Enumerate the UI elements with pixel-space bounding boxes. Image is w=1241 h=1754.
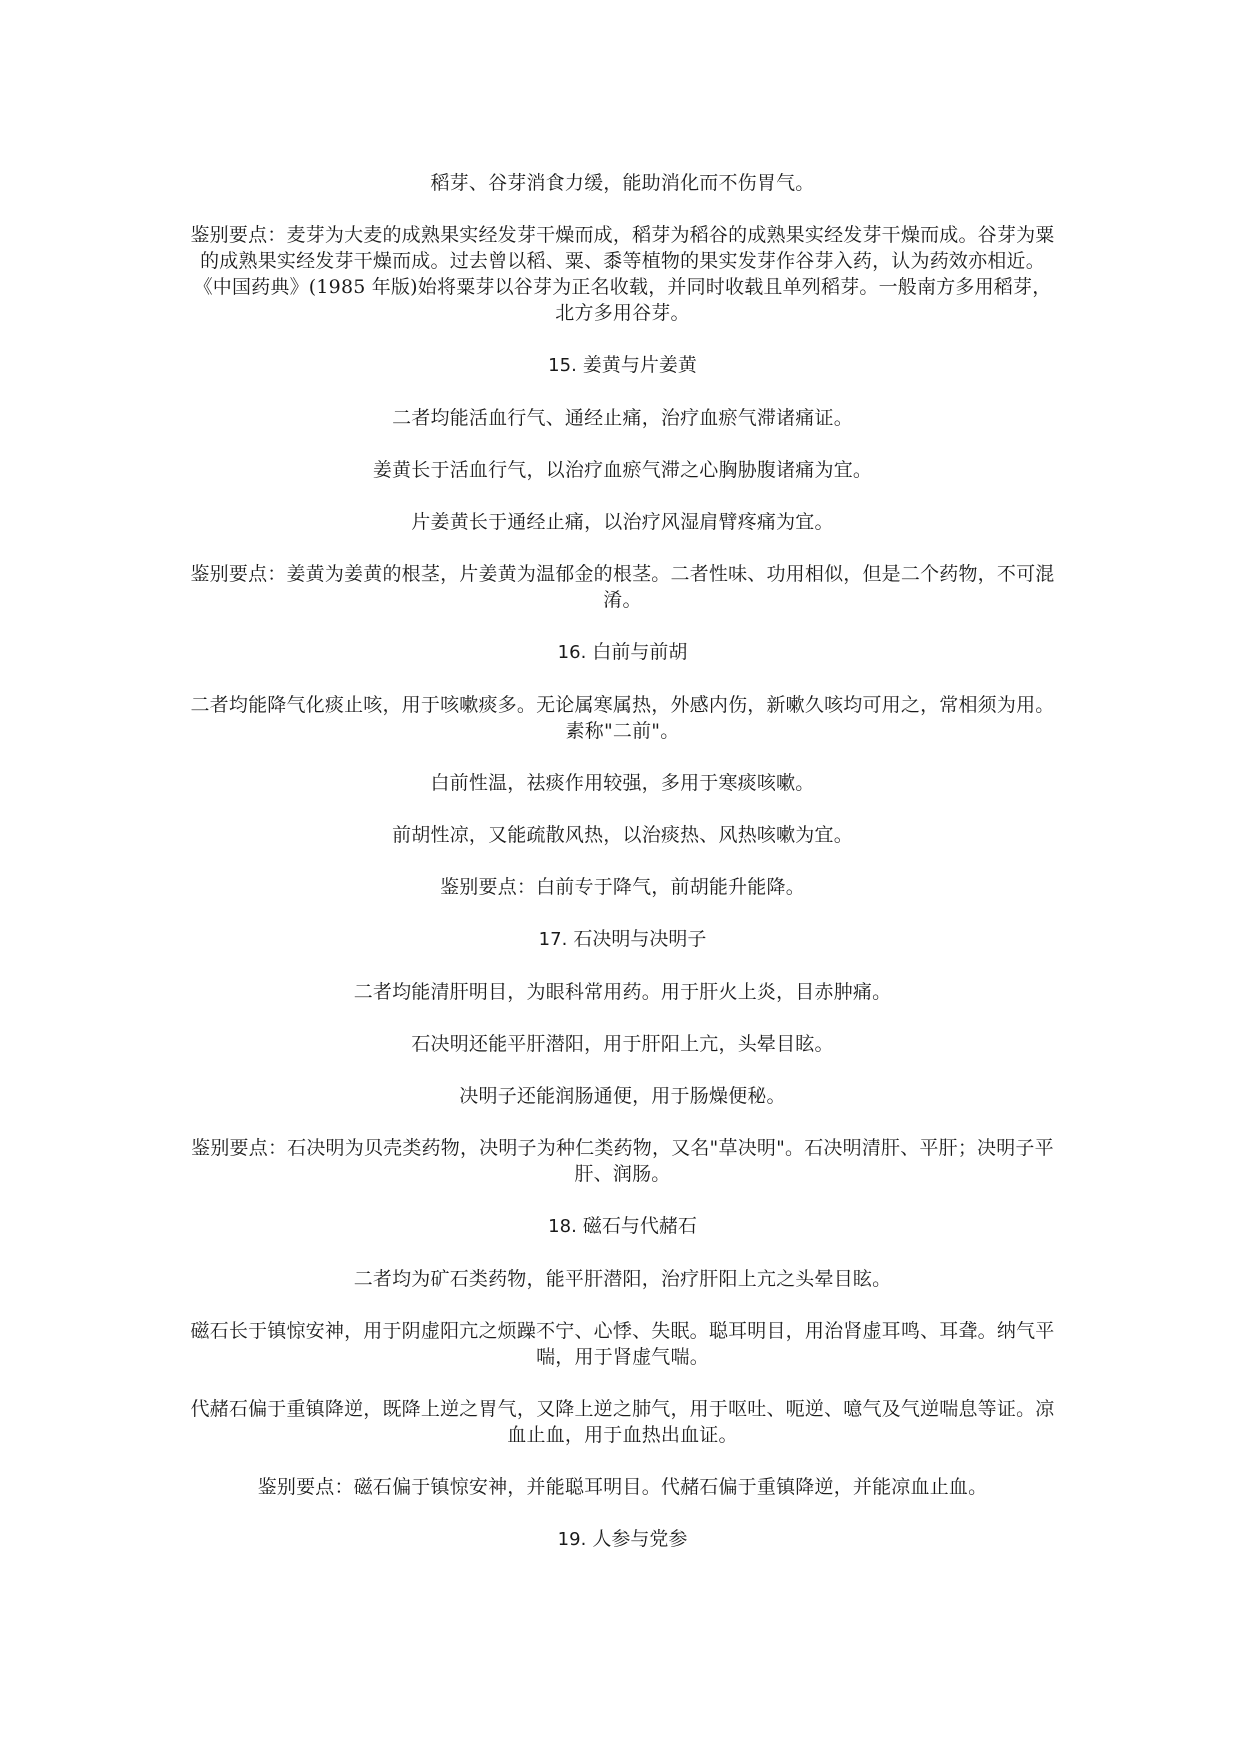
paragraph: 磁石长于镇惊安神，用于阴虚阳亢之烦躁不宁、心悸、失眠。聪耳明目，用治肾虚耳鸣、耳聋。纳气平喘，用于肾虚气喘。 — [190, 1320, 1055, 1368]
section-title: 白前与前胡 — [592, 641, 688, 663]
paragraph: 决明子还能润肠通便，用于肠燥便秘。 — [459, 1085, 786, 1107]
paragraph: 鉴别要点：麦芽为大麦的成熟果实经发芽干燥而成，稻芽为稻谷的成熟果实经发芽干燥而成。谷芽为粟的成熟果实经发芽干燥而成。过去曾以稻、粟、黍等植物的果实发芽作谷芽入药，认为药效亦相近。《中国药典》(1985 年版)始将粟芽以谷芽为正名收载，并同时收载且单列稻芽。一般南方多用稻芽，北方多用谷芽。 — [190, 224, 1055, 324]
section-heading — [190, 1213, 1055, 1240]
paragraph: 姜黄长于活血行气，以治疗血瘀气滞之心胸胁腹诸痛为宜。 — [372, 459, 873, 481]
section-heading — [190, 639, 1055, 666]
section-heading — [190, 352, 1055, 379]
paragraph: 片姜黄长于通经止痛，以治疗风湿肩臂疼痛为宜。 — [411, 511, 834, 533]
paragraph: 鉴别要点：石决明为贝壳类药物，决明子为种仁类药物，又名"草决明"。石决明清肝、平肝；决明子平肝、润肠。 — [191, 1137, 1054, 1185]
document-page — [190, 170, 1055, 1579]
section-number: 17. — [538, 929, 568, 950]
paragraph: 二者均能降气化痰止咳，用于咳嗽痰多。无论属寒属热，外感内伤，新嗽久咳均可用之，常相须为用。素称"二前"。 — [190, 694, 1055, 742]
section-title: 石决明与决明子 — [573, 928, 707, 950]
paragraph: 二者均能活血行气、通经止痛，治疗血瘀气滞诸痛证。 — [392, 407, 853, 429]
paragraph: 鉴别要点：姜黄为姜黄的根茎，片姜黄为温郁金的根茎。二者性味、功用相似，但是二个药物，不可混淆。 — [190, 563, 1055, 611]
paragraph: 鉴别要点：白前专于降气，前胡能升能降。 — [440, 876, 805, 898]
paragraph: 二者均为矿石类药物，能平肝潜阳，治疗肝阳上亢之头晕目眩。 — [353, 1268, 892, 1290]
paragraph: 鉴别要点：磁石偏于镇惊安神，并能聪耳明目。代赭石偏于重镇降逆，并能凉血止血。 — [257, 1476, 988, 1498]
paragraph: 前胡性凉，又能疏散风热，以治痰热、风热咳嗽为宜。 — [392, 824, 853, 846]
paragraph: 代赭石偏于重镇降逆，既降上逆之胃气，又降上逆之肺气，用于呕吐、呃逆、噫气及气逆喘息等证。凉血止血，用于血热出血证。 — [190, 1398, 1055, 1446]
paragraph: 白前性温，祛痰作用较强，多用于寒痰咳嗽。 — [430, 772, 815, 794]
paragraph: 二者均能清肝明目，为眼科常用药。用于肝火上炎，目赤肿痛。 — [353, 981, 892, 1003]
section-heading — [190, 926, 1055, 953]
section-number: 19. — [557, 1529, 587, 1550]
section-heading — [190, 1526, 1055, 1553]
section-number: 15. — [548, 355, 577, 376]
section-number: 18. — [548, 1216, 577, 1237]
section-title: 人参与党参 — [592, 1528, 688, 1550]
section-number: 16. — [557, 642, 587, 663]
section-title: 姜黄与片姜黄 — [582, 354, 697, 376]
paragraph: 稻芽、谷芽消食力缓，能助消化而不伤胃气。 — [430, 172, 815, 194]
paragraph: 石决明还能平肝潜阳，用于肝阳上亢，头晕目眩。 — [411, 1033, 834, 1055]
section-title: 磁石与代赭石 — [582, 1215, 697, 1237]
